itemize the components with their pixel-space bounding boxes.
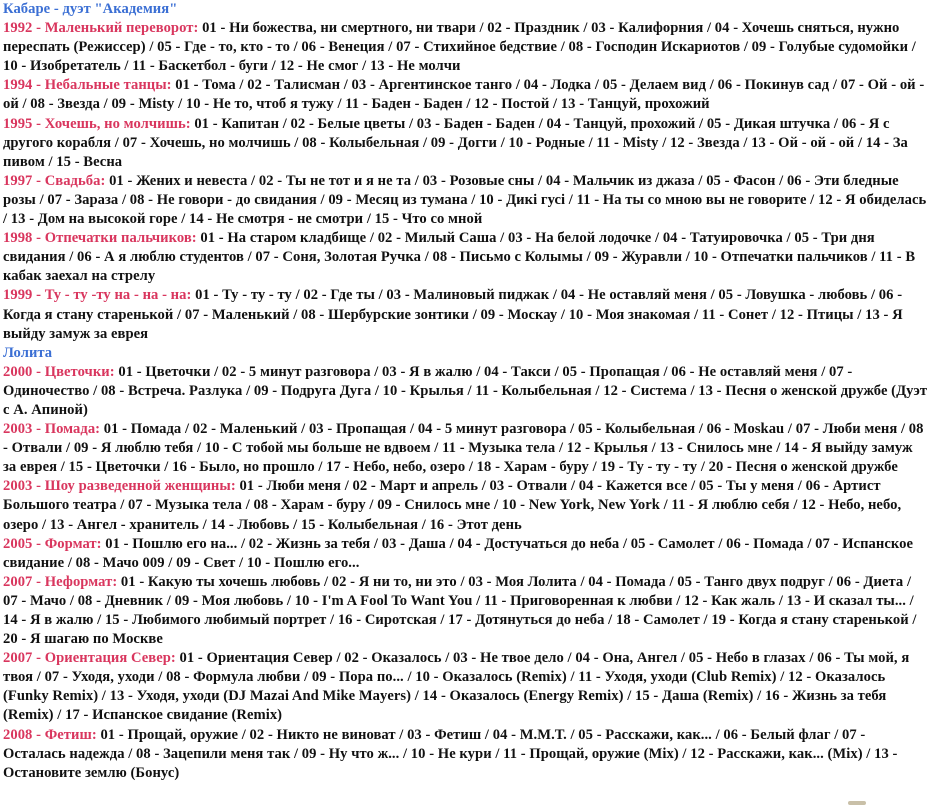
album-title: 1999 - Ту - ту -ту на - на - на: bbox=[3, 287, 192, 304]
album-title: 1994 - Небальные танцы: bbox=[3, 77, 172, 94]
artist-section bbox=[3, 0, 929, 344]
album-tracklist: 01 - Капитан / 02 - Белые цветы / 03 - Баден - Баден / 04 - Танцуй, прохожий / 05 - Дикая штучка / 06 - Я с другого корабля / 07 - Хочешь, но молчишь / 08 - Колыбельная / 09 - Догги / 10 - Родные / 11 - Misty / 12 - Звезда / 13 - Ой - ой - ой / 14 - За пивом / 15 - Весна bbox=[3, 115, 908, 170]
album-entry bbox=[3, 229, 929, 286]
album-title: 1997 - Свадьба: bbox=[3, 172, 106, 189]
album-tracklist: 01 - Цветочки / 02 - 5 минут разговора / 03 - Я в жалю / 04 - Такси / 05 - Пропащая / 06 - Не оставляй меня / 07 - Одиночество / 08 - Встреча. Разлука / 09 - Подруга Дуга / 10 - Крылья / 11 - Колыбельная / 12 - Система / 13 - Песня о женской дружбе (Дуэт с А. Апиной) bbox=[3, 363, 928, 418]
scan-smudge bbox=[848, 801, 866, 805]
album-entry bbox=[3, 477, 929, 534]
album-title: 2007 - Неформат: bbox=[3, 573, 118, 590]
album-tracklist: 01 - Прощай, оружие / 02 - Никто не виноват / 03 - Фетиш / 04 - М.М.Т. / 05 - Расскажи, как... / 06 - Белый флаг / 07 - Осталась надежда / 08 - Зацепили меня так / 09 - Ну что ж... / 10 - Не кури / 11 - Прощай, оружие (Mix) / 12 - Расскажи, как... (Mix) / 13 - Остановите землю (Бонус) bbox=[3, 726, 898, 781]
album-title: 1992 - Маленький переворот: bbox=[3, 20, 199, 37]
album-entry bbox=[3, 286, 929, 343]
album-title: 2005 - Формат: bbox=[3, 535, 102, 552]
album-entry bbox=[3, 115, 929, 172]
album-entry bbox=[3, 172, 929, 229]
album-title: 2007 - Ориентация Север: bbox=[3, 650, 176, 667]
album-tracklist: 01 - Жених и невеста / 02 - Ты не тот и я не та / 03 - Розовые сны / 04 - Мальчик из джаза / 05 - Фасон / 06 - Эти бледные розы / 07 - Зараза / 08 - Не говори - до свидания / 09 - Месяц из тумана / 10 - Дикі гусі / 11 - На ты со мною вы не говорите / 12 - Я обиделась / 13 - Дом на высокой горе / 14 - Не смотря - не смотри / 15 - Что со мной bbox=[3, 172, 927, 228]
album-title: 2003 - Шоу разведенной женщины: bbox=[3, 478, 236, 495]
album-entry bbox=[3, 535, 929, 573]
album-entry bbox=[3, 726, 929, 783]
album-tracklist: 01 - Тома / 02 - Талисман / 03 - Аргентинское танго / 04 - Лодка / 05 - Делаем вид / 06 - Покинув сад / 07 - Ой - ой - ой / 08 - Звезда / 09 - Misty / 10 - Не то, чтоб я тужу / 11 - Баден - Баден / 12 - Постой / 13 - Танцуй, прохожий bbox=[3, 77, 925, 113]
album-title: 1995 - Хочешь, но молчишь: bbox=[3, 115, 191, 132]
artist-heading: Кабаре - дуэт "Академия" bbox=[3, 1, 178, 17]
album-entry bbox=[3, 76, 929, 114]
album-entry bbox=[3, 649, 929, 725]
album-tracklist: 01 - Люби меня / 02 - Март и апрель / 03 - Отвали / 04 - Кажется все / 05 - Ты у меня / 06 - Артист Большого театра / 07 - Музыка тела / 08 - Харам - буру / 09 - Снилось мне / 10 - New York, New York / 11 - Я люблю себя / 12 - Небо, небо, озеро / 13 - Ангел - хранитель / 14 - Любовь / 15 - Колыбельная / 16 - Этот день bbox=[3, 478, 902, 533]
album-title: 2000 - Цветочки: bbox=[3, 363, 115, 380]
artist-section bbox=[3, 344, 929, 783]
album-entry bbox=[3, 420, 929, 477]
album-tracklist: 01 - Ориентация Север / 02 - Оказалось / 03 - Не твое дело / 04 - Она, Ангел / 05 - Небо в глазах / 06 - Ты мой, я твоя / 07 - Уходя, уходи / 08 - Формула любви / 09 - Пора по... / 10 - Оказалось (Remix) / 11 - Уходя, уходи (Club Remix) / 12 - Оказалось (Funky Remix) / 13 - Уходя, уходи (DJ Mazai And Mike Mayers) / 14 - Оказалось (Energy Remix) / 15 - Даша (Remix) / 16 - Жизнь за тебя (Remix) / 17 - Испанское свидание (Remix) bbox=[3, 650, 910, 724]
album-title: 2003 - Помада: bbox=[3, 421, 101, 438]
album-entry bbox=[3, 19, 929, 76]
album-entry bbox=[3, 363, 929, 420]
album-title: 2008 - Фетиш: bbox=[3, 726, 97, 743]
album-tracklist: 01 - Ту - ту - ту / 02 - Где ты / 03 - Малиновый пиджак / 04 - Не оставляй меня / 05 - Ловушка - любовь / 06 - Когда я стану старенькой / 07 - Маленький / 08 - Шербурские зонтики / 09 - Москау / 10 - Моя знакомая / 11 - Сонет / 12 - Птицы / 13 - Я выйду замуж за еврея bbox=[3, 287, 903, 342]
album-tracklist: 01 - Помада / 02 - Маленький / 03 - Пропащая / 04 - 5 минут разговора / 05 - Колыбельная / 06 - Moskau / 07 - Люби меня / 08 - Отвали / 09 - Я люблю тебя / 10 - С тобой мы больше не вдвоем / 11 - Музыка тела / 12 - Крылья / 13 - Снилось мне / 14 - Я выйду замуж за еврея / 15 - Цветочки / 16 - Было, но прошло / 17 - Небо, небо, озеро / 18 - Харам - буру / 19 - Ту - ту - ту / 20 - Песня о женской дружбе bbox=[3, 421, 924, 476]
album-tracklist: 01 - На старом кладбище / 02 - Милый Саша / 03 - На белой лодочке / 04 - Татуировочка / 05 - Три дня свидания / 06 - А я люблю студентов / 07 - Соня, Золотая Ручка / 08 - Письмо с Колымы / 09 - Журавли / 10 - Отпечатки пальчиков / 11 - В кабак заехал на стрелу bbox=[3, 230, 916, 285]
album-title: 1998 - Отпечатки пальчиков: bbox=[3, 230, 197, 247]
album-entry bbox=[3, 573, 929, 649]
album-tracklist: 01 - Пошлю его на... / 02 - Жизнь за тебя / 03 - Даша / 04 - Достучаться до неба / 05 - Самолет / 06 - Помада / 07 - Испанское свидание / 08 - Мачо 009 / 09 - Свет / 10 - Пошлю его... bbox=[3, 535, 914, 571]
album-tracklist: 01 - Какую ты хочешь любовь / 02 - Я ни то, ни это / 03 - Моя Лолита / 04 - Помада / 05 - Танго двух подруг / 06 - Диета / 07 - Мачо / 08 - Дневник / 09 - Моя любовь / 10 - I'm A Fool To Want You / 11 - Приговоренная к любви / 12 - Как жаль / 13 - И сказал ты... / 14 - Я в жалю / 15 - Любимого любимый портрет / 16 - Сиротская / 17 - Дотянуться до неба / 18 - Самолет / 19 - Когда я стану старенькой / 20 - Я шагаю по Москве bbox=[3, 573, 917, 648]
discography-document bbox=[3, 0, 929, 783]
album-tracklist: 01 - Ни божества, ни смертного, ни твари / 02 - Праздник / 03 - Калифорния / 04 - Хочешь сняться, нужно переспать (Режиссер) / 05 - Где - то, кто - то / 06 - Венеция / 07 - Стихийное бедствие / 08 - Господин Искариотов / 09 - Голубые судомойки / 10 - Изобретатель / 11 - Баскетбол - буги / 12 - Не смог / 13 - Не молчи bbox=[3, 20, 916, 75]
artist-heading: Лолита bbox=[3, 344, 53, 361]
